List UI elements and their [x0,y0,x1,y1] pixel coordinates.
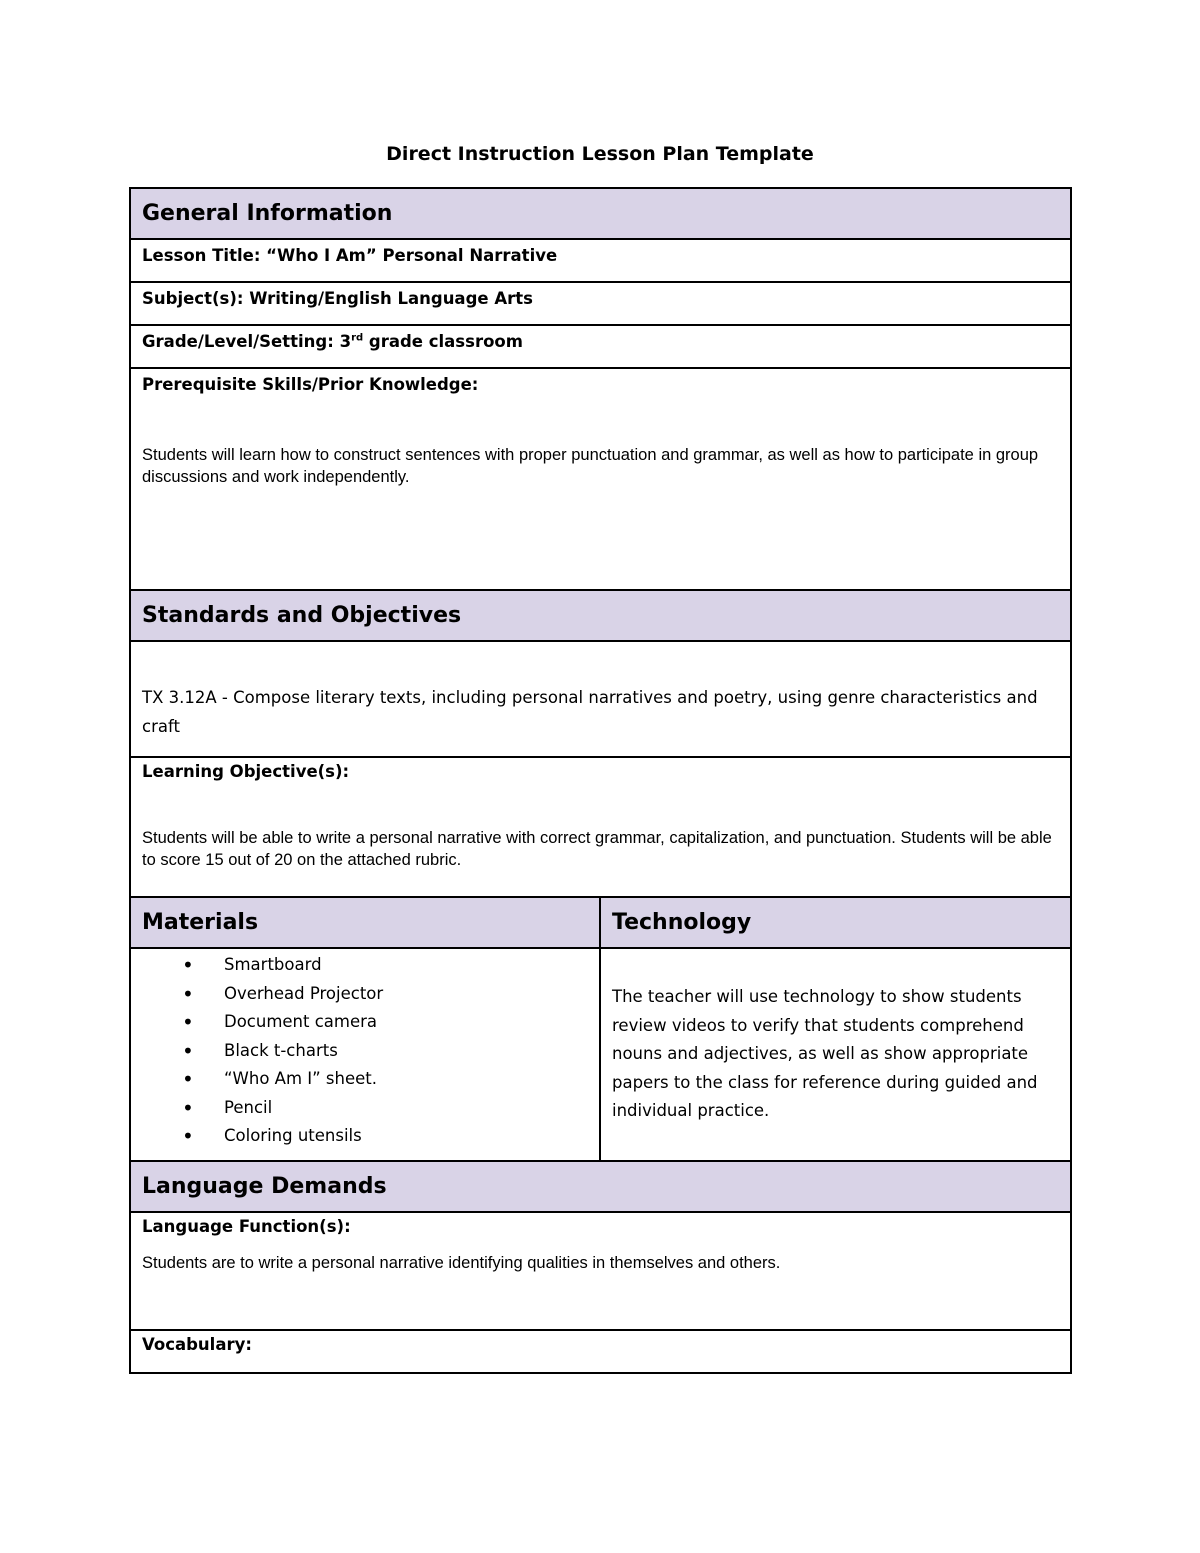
materials-list-item: • Pencil [182,1094,588,1123]
materials-list [142,949,588,1157]
materials-list-item: • Coloring utensils [182,1122,588,1151]
document-title: Direct Instruction Lesson Plan Template [386,143,814,165]
prerequisite-text: Students will learn how to construct sentences with proper punctuation and grammar, as well as how to participate in group discussions and work independently. [142,446,1039,486]
standard-text: TX 3.12A - Compose literary texts, including personal narratives and poetry, using genre characteristics and craft [142,688,1038,736]
general-info-header-row [130,188,1071,239]
lesson-plan-table [129,187,1072,1374]
materials-heading: Materials [130,897,600,948]
grade-superscript: rd [351,332,364,344]
materials-list-item: • Overhead Projector [182,980,588,1009]
technology-text: The teacher will use technology to show students review videos to verify that students comprehend nouns and adjectives, as well as show appropriate papers to the class for reference during guided and individual practice. [612,987,1038,1121]
learning-objective-cell [130,757,1071,897]
learning-objective-text: Students will be able to write a personal narrative with correct grammar, capitalization, and punctuation. Students will be able to score 15 out of 20 on the attached rubric. [142,829,1052,869]
materials-list-cell [130,948,600,1161]
prerequisite-cell [130,368,1071,590]
language-function-cell [130,1212,1071,1330]
vocabulary-label: Vocabulary: [130,1330,1071,1373]
learning-objective-label: Learning Objective(s): [142,762,350,781]
lesson-title: Lesson Title: “Who I Am” Personal Narrative [130,239,1071,282]
grade-suffix: grade classroom [363,332,523,351]
standard-cell [130,641,1071,757]
general-info-heading: General Information [130,188,1071,239]
materials-list-item: • Document camera [182,1008,588,1037]
prerequisite-label: Prerequisite Skills/Prior Knowledge: [142,375,479,394]
technology-heading: Technology [600,897,1071,948]
grade-level-setting [130,325,1071,368]
grade-prefix: Grade/Level/Setting: 3 [142,332,352,351]
standards-heading: Standards and Objectives [130,590,1071,641]
language-function-text: Students are to write a personal narrative identifying qualities in themselves and others. [142,1254,781,1272]
materials-list-item: • Smartboard [182,951,588,980]
language-function-label: Language Function(s): [142,1217,351,1236]
materials-list-item: • Black t-charts [182,1037,588,1066]
language-demands-heading: Language Demands [130,1161,1071,1212]
materials-list-item: • “Who Am I” sheet. [182,1065,588,1094]
technology-cell [600,948,1071,1161]
subjects: Subject(s): Writing/English Language Arts [130,282,1071,325]
